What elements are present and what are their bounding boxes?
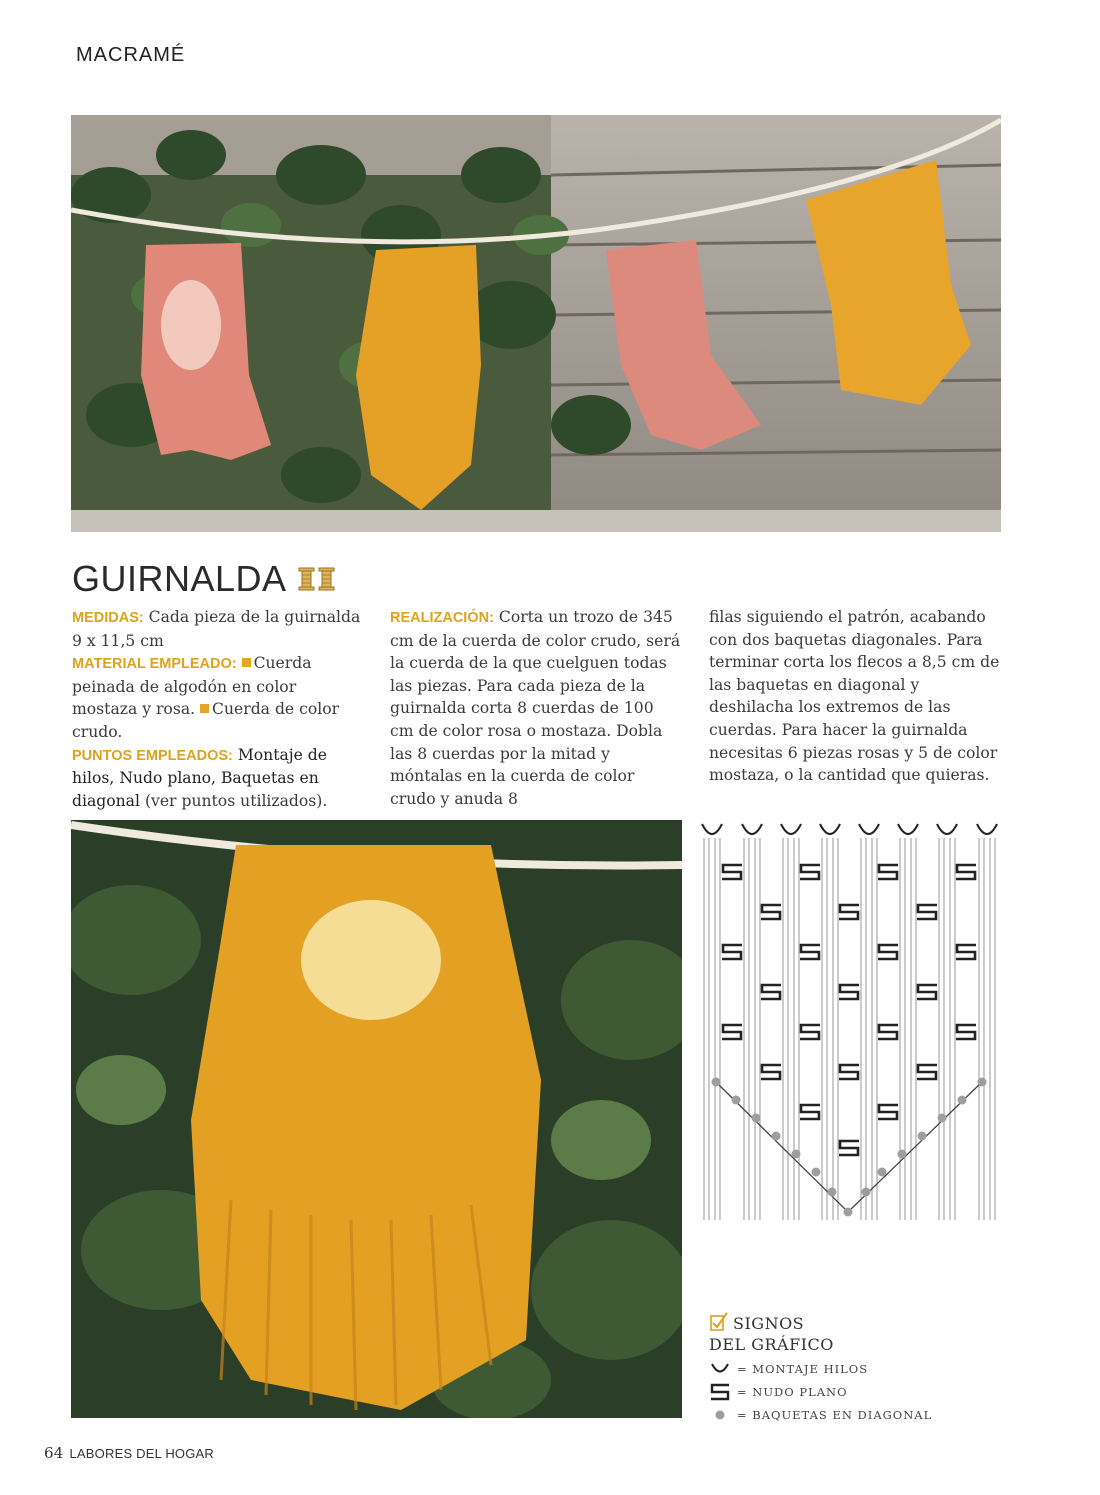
square-knot-icon xyxy=(722,1025,742,1039)
puntos-text: Montaje de hilos, Nudo plano, Baquetas en diagonal xyxy=(72,745,328,810)
mustard-square-icon xyxy=(242,658,251,667)
square-knot-icon xyxy=(878,1105,898,1119)
square-knot-icon xyxy=(956,945,976,959)
dot-icon xyxy=(918,1132,927,1141)
material-text: Cuerda peinada de algodón en color mostaza y rosa. xyxy=(72,654,312,719)
square-knot-icon xyxy=(761,985,781,999)
mounting-knot-icon xyxy=(937,824,957,834)
legend-item-mounting: = MONTAJE HILOS xyxy=(709,1360,999,1378)
mustard-square-icon xyxy=(200,704,209,713)
puntos-note: (ver puntos utilizados). xyxy=(144,791,328,810)
square-knot-icon xyxy=(800,945,820,959)
dot-icon xyxy=(862,1188,871,1197)
square-knot-icon xyxy=(956,865,976,879)
legend-title: SIGNOS DEL GRÁFICO xyxy=(709,1314,834,1354)
legend-item-diagonal-bar: = BAQUETAS EN DIAGONAL xyxy=(709,1406,999,1424)
dot-icon xyxy=(732,1096,741,1105)
medidas-text: Cada pieza de la guirnalda 9 x 11,5 cm xyxy=(72,608,361,650)
mounting-knot-icon xyxy=(859,824,879,834)
square-knot-icon xyxy=(839,1141,859,1155)
square-knot-icon xyxy=(878,945,898,959)
square-knot-icon xyxy=(722,865,742,879)
realizacion-text: Corta un trozo de 345 cm de la cuerda de color crudo, será la cuerda de la que cuelguen todas las piezas. Para cada pieza de la guirnalda corta 8 cuerdas de 100 cm de color rosa o mostaza. Dobla las 8 cuerdas por la mitad y móntalas en la cuerda de color crudo y anuda 8 xyxy=(390,608,681,808)
macrame-pattern-diagram xyxy=(698,820,1001,1230)
square-knot-icon xyxy=(839,985,859,999)
square-knot-icon xyxy=(917,1065,937,1079)
mounting-knot-icon xyxy=(781,824,801,834)
material-text-2: Cuerda de color crudo. xyxy=(72,700,340,741)
chart-legend xyxy=(709,1312,999,1424)
column-instructions-continued xyxy=(709,606,1001,787)
square-knot-icon xyxy=(761,905,781,919)
square-knot-icon xyxy=(839,905,859,919)
square-knot-icon xyxy=(839,1065,859,1079)
square-knot-icon xyxy=(800,865,820,879)
square-knot-icon xyxy=(956,1025,976,1039)
dot-icon xyxy=(844,1208,853,1217)
dot-icon xyxy=(752,1114,761,1123)
dot-icon xyxy=(772,1132,781,1141)
square-knot-icon xyxy=(800,1105,820,1119)
square-knot-icon xyxy=(878,1025,898,1039)
dot-icon xyxy=(878,1168,887,1177)
dot-icon xyxy=(712,1078,721,1087)
mounting-knot-icon xyxy=(898,824,918,834)
square-knot-icon xyxy=(761,1065,781,1079)
garland-photo xyxy=(71,115,1001,532)
dot-icon xyxy=(958,1096,967,1105)
puntos-label: PUNTOS EMPLEADOS: xyxy=(72,747,233,764)
square-knot-icon xyxy=(722,945,742,959)
dot-icon xyxy=(938,1114,947,1123)
instructions-continued-text: filas siguiendo el patrón, acabando con dos baquetas diagonales. Para terminar corta los flecos a 8,5 cm de las baquetas en diagonal y deshilacha los extremos de las cuerdas. Para hacer la guirnalda necesitas 6 piezas rosas y 5 de color mostaza, o la cantidad que quieras. xyxy=(709,608,1000,785)
page-number: 64 xyxy=(44,1444,64,1462)
dot-icon xyxy=(709,1407,731,1423)
material-label: MATERIAL EMPLEADO: xyxy=(72,656,237,673)
dot-icon xyxy=(898,1150,907,1159)
page-title: GUIRNALDA xyxy=(72,558,337,600)
magazine-name: LABORES DEL HOGAR xyxy=(69,1446,215,1461)
page-footer xyxy=(44,1444,214,1462)
mounting-knot-icon xyxy=(977,824,997,834)
realizacion-label: REALIZACIÓN: xyxy=(390,610,494,626)
square-knot-icon xyxy=(800,1025,820,1039)
dot-icon xyxy=(978,1078,987,1087)
dot-icon xyxy=(828,1188,837,1197)
mounting-knot-icon xyxy=(742,824,762,834)
mounting-knot-icon xyxy=(702,824,722,834)
checkmark-icon xyxy=(709,1312,729,1332)
mounting-knot-icon xyxy=(820,824,840,834)
square-knot-icon xyxy=(878,865,898,879)
square-knot-icon xyxy=(917,905,937,919)
column-instructions xyxy=(390,606,682,810)
mounting-knot-icon xyxy=(709,1361,731,1377)
legend-item-square-knot: = NUDO PLANO xyxy=(709,1383,999,1401)
dot-icon xyxy=(792,1150,801,1159)
thread-spool-icon xyxy=(297,566,337,592)
square-knot-icon xyxy=(709,1383,731,1401)
mustard-piece-photo xyxy=(71,820,682,1418)
dot-icon xyxy=(812,1168,821,1177)
section-label: MACRAMÉ xyxy=(76,44,186,66)
square-knot-icon xyxy=(917,985,937,999)
medidas-label: MEDIDAS: xyxy=(72,610,144,626)
column-materials xyxy=(72,606,364,812)
